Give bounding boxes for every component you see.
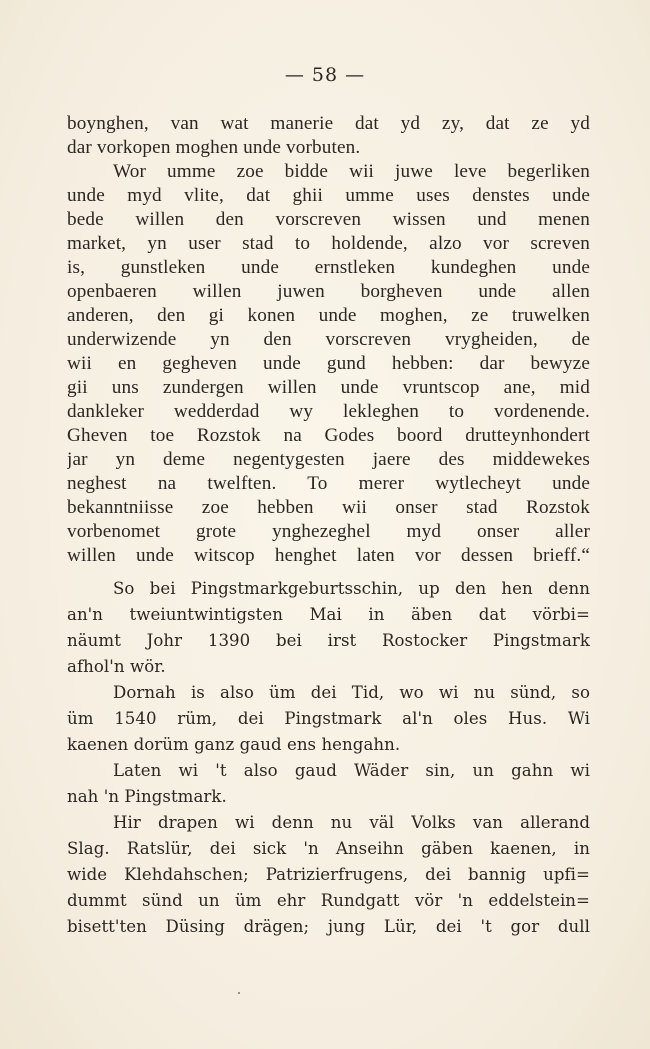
text-line: Gheven toe Rozstok na Godes boord drutteynhondert <box>67 425 590 446</box>
text-line: So bei Pingstmarkgeburtsschin, up den hen denn <box>113 579 590 598</box>
text-line: näumt Johr 1390 bei irst Rostocker Pingstmark <box>67 631 590 650</box>
text-line: bede willen den vorscreven wissen und menen <box>67 209 590 230</box>
text-line: Slag. Ratslür, dei sick 'n Anseihn gäben kaenen, in <box>67 839 590 858</box>
paragraph-1 <box>67 112 590 160</box>
text-line: bisett'ten Düsing drägen; jung Lür, dei 't gor dull <box>67 917 590 936</box>
text-line: gii uns zundergen willen unde vruntscop ane, mid <box>67 377 590 398</box>
text-line: Dornah is also üm dei Tid, wo wi nu sünd, so <box>113 683 590 702</box>
text-line: neghest na twelften. To merer wytlecheyt unde <box>67 473 590 494</box>
text-line: unde myd vlite, dat ghii umme uses denstes unde <box>67 185 590 206</box>
text-line: an'n tweiuntwintigsten Mai in äben dat vörbi= <box>67 605 590 624</box>
text-line: jar yn deme negentygesten jaere des middewekes <box>67 449 590 470</box>
text-line: market, yn user stad to holdende, alzo vor screven <box>67 233 590 254</box>
text-line: Laten wi 't also gaud Wäder sin, un gahn wi <box>113 761 590 780</box>
text-line: dummt sünd un üm ehr Rundgatt vör 'n eddelstein= <box>67 891 590 910</box>
text-line: nah 'n Pingstmark. <box>67 787 227 806</box>
paragraph-4 <box>67 680 590 758</box>
text-line: willen unde witscop henghet laten vor dessen brieff.“ <box>67 545 590 566</box>
text-line: dar vorkopen moghen unde vorbuten. <box>67 137 361 158</box>
text-line: Hir drapen wi denn nu väl Volks van allerand <box>113 813 590 832</box>
text-line: wii en gegheven unde gund hebben: dar bewyze <box>67 353 590 374</box>
paragraph-5 <box>67 758 590 810</box>
text-line: afhol'n wör. <box>67 657 166 676</box>
paragraph-6 <box>67 810 590 940</box>
text-line: dankleker wedderdad wy lekleghen to vordenende. <box>67 401 590 422</box>
body-text <box>67 112 590 940</box>
text-line: kaenen dorüm ganz gaud ens hengahn. <box>67 735 401 754</box>
text-line: vorbenomet grote ynghezeghel myd onser aller <box>67 521 590 542</box>
paragraph-3 <box>67 576 590 680</box>
text-line: anderen, den gi konen unde moghen, ze truwelken <box>67 305 590 326</box>
page-number: — 58 — <box>284 64 366 86</box>
text-line: Wor umme zoe bidde wii juwe leve begerliken <box>113 161 590 182</box>
paragraph-gap <box>67 568 590 576</box>
text-line: openbaeren willen juwen borgheven unde allen <box>67 281 590 302</box>
text-line: üm 1540 rüm, dei Pingstmark al'n oles Hus. Wi <box>67 709 590 728</box>
paper-speck <box>238 992 240 994</box>
text-line: underwizende yn den vorscreven vrygheiden, de <box>67 329 590 350</box>
text-line: wide Klehdahschen; Patrizierfrugens, dei bannig upfi= <box>67 865 590 884</box>
text-line: boynghen, van wat manerie dat yd zy, dat ze yd <box>67 113 590 134</box>
text-line: bekanntniisse zoe hebben wii onser stad Rozstok <box>67 497 590 518</box>
paragraph-2 <box>67 160 590 568</box>
text-line: is, gunstleken unde ernstleken kundeghen unde <box>67 257 590 278</box>
